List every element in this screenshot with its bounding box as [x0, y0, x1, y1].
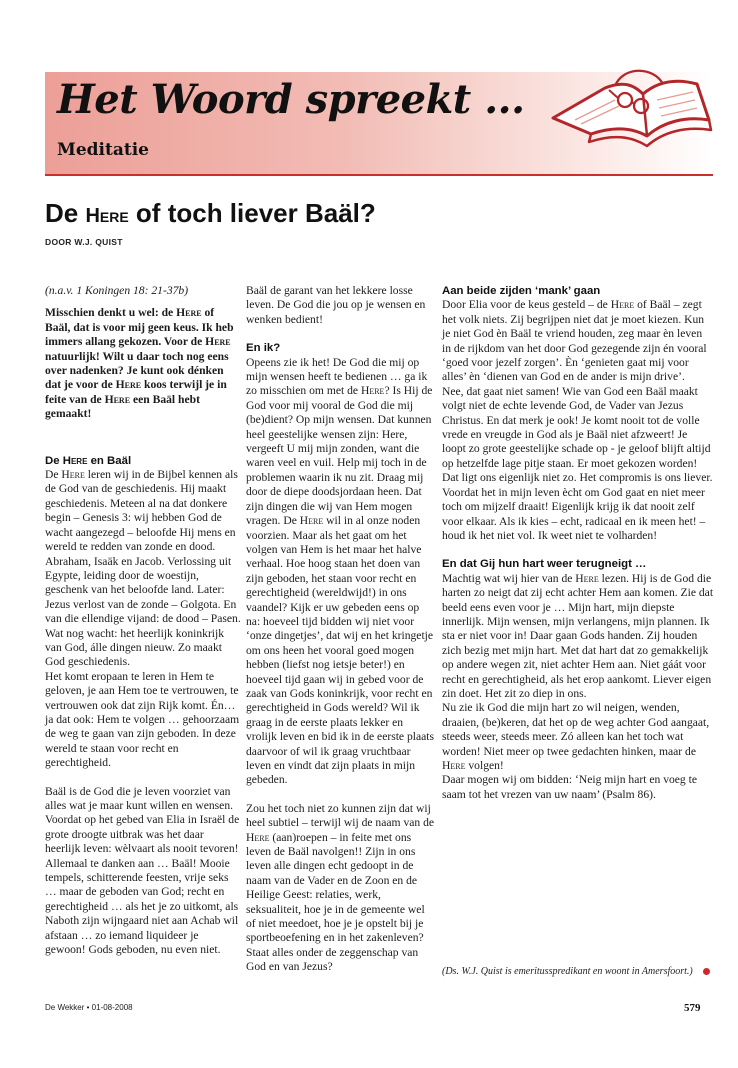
small-caps-name: Here — [360, 384, 385, 398]
section-title: Het Woord spreekt ... — [57, 76, 525, 123]
paragraph: Opeens zie ik het! De God die mij op mijn wensen heeft te bedienen … ga ik zo misschien om met de Here? Is Hij de God voor mij vooral de God die mij (be)dient? Op mijn wensen. Dat kunnen heel geestelijke wensen zijn: Here, vergeeft U mij mijn zonden, want die waren veel en vuil. Help mij toch in de problemen waarin ik nu zit. Draag mij door de diepe doodsjordaan heen. Dat zijn dingen die wij van Hem mogen vragen. De Here wil in al onze noden voorzien. Maar als het gaat om het volgen van Hem is het maar het halve verhaal. Hoe hoog staan het doen van zijn geboden, het staan voor recht en gerechtigheid (wereldwijd!) in ons vaandel? Kijk er uw gebeden eens op na: hoeveel tijd bidden wij niet voor ‘onze dingetjes’, dat wij en het kringetje om ons heen het vooral goed mogen hebben (liefst nog ietsje beter!) en hoeveel tijd gaan wij in gebed voor de zaak van Gods koninkrijk, voor recht en gerechtigheid in Gods wereld? Wil ik graag in de eerste plaats lekker en vrolijk leven en bid ik in de eerste plaats daarvoor of wil ik graag vruchtbaar leven en vindt dat zijn plaats in mijn gebeden. — [246, 355, 435, 787]
small-caps-name: Here — [442, 759, 466, 772]
paragraph: Machtig wat wij hier van de Here lezen. Hij is de God die harten zo neigt dat zij echt achter Hem aan komen. Zie dat beeld eens even voor je … Mijn hart, mijn diepste innerlijk. Mijn wensen, mijn verlangens, mijn plannen. Ik sta er niet voor in! Daar gaan Gods handen. Zij houden zich bezig met mijn hart. Met dat hart dat zo gemakkelijk op andere wegen zit, niet achter Hem aan. Niet gáát voor recht en gerechtigheid, als het erop aankomt. Liever eigen zin doet. Het zit zo diep in ons. — [442, 571, 714, 700]
open-book-icon — [545, 60, 715, 160]
paragraph: Dat ligt ons eigenlijk niet zo. Het compromis is ons liever. Voordat het in mijn leven ècht om God gaat en niet meer toch om mijzelf draait! Eigenlijk krijg ik dat nooit zelf voor elkaar. Als ik kies – echt, radicaal en ik meen het! – houd ik het niet vol. Ik weet niet te volharden! — [442, 471, 713, 542]
column-2 — [246, 284, 436, 975]
paragraph: Daar mogen wij om bidden: ‘Neig mijn hart en voeg te saam tot het vrezen van uw naam’ (Psalm 86). — [442, 773, 697, 801]
paragraph: Baäl de garant van het lekkere losse leven. De God die jou op je wensen en wenken bedient! — [246, 284, 426, 326]
column-1 — [45, 284, 241, 957]
paragraph: Baäl is de God die je leven voorziet van alles wat je maar kunt willen en wensen. Voordat op het gebed van Elia in Israël de grote droogte uitbrak was het daar heerlijk leven: wèlvaart als nooit tevoren! Allemaal te danken aan … Baäl! Mooie tempels, schitterende feesten, vrije seks … maar de geboden van God; recht en gerechtigheid … als het je zo uitkomt, als Naboth zijn wijngaard niet aan Achab wil afstaan … zo iemand liquideer je gewoon! Gods geboden, nu even niet. — [45, 784, 240, 957]
small-caps-name: Here — [104, 392, 131, 406]
small-caps-name: Here — [610, 298, 635, 312]
small-caps-name: Here — [299, 514, 324, 528]
paragraph: Zou het toch niet zo kunnen zijn dat wij heel subtiel – terwijl wij de naam van de Here (aan)roepen – in feite met ons leven de Baäl navolgen!! Zijn in ons leven alle dingen echt gedoopt in de naam van de Vader en de Zoon en de Heilige Geest: relaties, werk, seksualiteit, hoe je in de gemeente wel of niet meedoet, hoe je je opstelt bij je sportbeoefening en in het zakenleven? Staat alles onder de zeggenschap van God en van Jezus? — [246, 801, 435, 974]
article-title: De Here of toch liever Baäl? — [45, 198, 376, 228]
paragraph: De Here leren wij in de Bijbel kennen als de God van de geschiedenis. Hij maakt geschiedenis. Meteen al na dat donkere begin – Genesis 3: wij hebben God de wacht aangezegd – beloofde Hij mens en wereld te redden van zonde en dood. Abraham, Isaäk en Jacob. Verlossing uit Egypte, leiding door de woestijn, geschenk van het beloofde land. Later: Jezus verlost van de zonde – Golgota. En van die ellendige vijand: de dood – Pasen. Wat nog wacht: het heerlijk koninkrijk van God, álle dingen nieuw. Zo maakt God geschiedenis. — [45, 468, 241, 669]
section-subtitle: Meditatie — [57, 140, 149, 160]
end-mark-dot — [703, 968, 710, 975]
paragraph: Nu zie ik God die mijn hart zo wil neigen, wenden, draaien, (be)keren, dat het op de weg achter God aangaat, steeds weer, steeds meer. Zó alleen kan het toch wat worden! Niet meer op twee gedachten hinken, maar de Here volgen! — [442, 701, 710, 772]
small-caps-name: Here — [115, 378, 142, 392]
small-caps-name: Here — [62, 454, 88, 467]
author-note: (Ds. W.J. Quist is emeritusspredikant en woont in Amersfoort.) — [442, 966, 693, 977]
small-caps-name: Here — [246, 830, 270, 844]
column-3 — [442, 284, 714, 802]
subheading-en-ik: En ik? — [246, 342, 281, 355]
small-caps-name: Here — [575, 571, 599, 585]
subheading-mank-gaan: Aan beide zijden ‘mank’ gaan — [442, 285, 601, 297]
byline: DOOR W.J. QUIST — [45, 237, 123, 247]
paragraph: Het komt eropaan te leren in Hem te geloven, je aan Hem toe te vertrouwen, te vertrouwen ook dat zijn Rijk komt. Én…ja dat ook: Hem te volgen … gehoorzaam de weg te gaan van zijn geboden. In deze wereld te staan voor recht en gerechtigheid. — [45, 669, 240, 770]
small-caps-name: Here — [176, 306, 202, 320]
small-caps-name: Here — [205, 335, 231, 349]
small-caps-name: Here — [61, 468, 85, 482]
intro-paragraph: Misschien denkt u wel: de Here of Baäl, dat is voor mij geen keus. Ik heb immers allang gekozen. Voor de Here natuurlijk! Wilt u daar toch nog eens over nadenken? Je kunt ook dénken dat je voor de Here koos terwijl je in feite van de Here een Baäl hebt gemaakt! — [45, 306, 234, 421]
page-number: 579 — [684, 1002, 701, 1014]
subheading-terugneigt: En dat Gij hun hart weer terugneigt … — [442, 558, 647, 571]
header-divider — [45, 174, 713, 176]
paragraph: Door Elia voor de keus gesteld – de Here of Baäl – zegt het volk niets. Zij begrijpen niet dat je moet kiezen. Kun je niet God èn Baäl te vriend houden, zeg maar èn leven in de rijkdom van het door God gezegende zijn én vooral ‘goed voor jezelf zorgen’. Èn ‘genieten gaat mij voor alles’ èn ‘dienen van God en de ander is mijn drive’. — [442, 298, 707, 384]
paragraph: Nee, dat gaat niet samen! Wie van God een Baäl maakt volgt niet de echte levende God, de Vader van Jezus Christus. En dat merk je ook! Je komt nooit tot de volle vrede en vreugde in God als je Baäl niet afzweert! Je loopt zo grote geestelijke schade op - je geloof blijft altijd op hetzelfde lage pitje staan. Er moet gekozen worden! — [442, 384, 711, 470]
scripture-reference: (n.a.v. 1 Koningen 18: 21-37b) — [45, 284, 189, 297]
footer-publication: De Wekker • 01-08-2008 — [45, 1003, 133, 1012]
subheading-here-en-baal: De Here en Baäl — [45, 454, 132, 467]
